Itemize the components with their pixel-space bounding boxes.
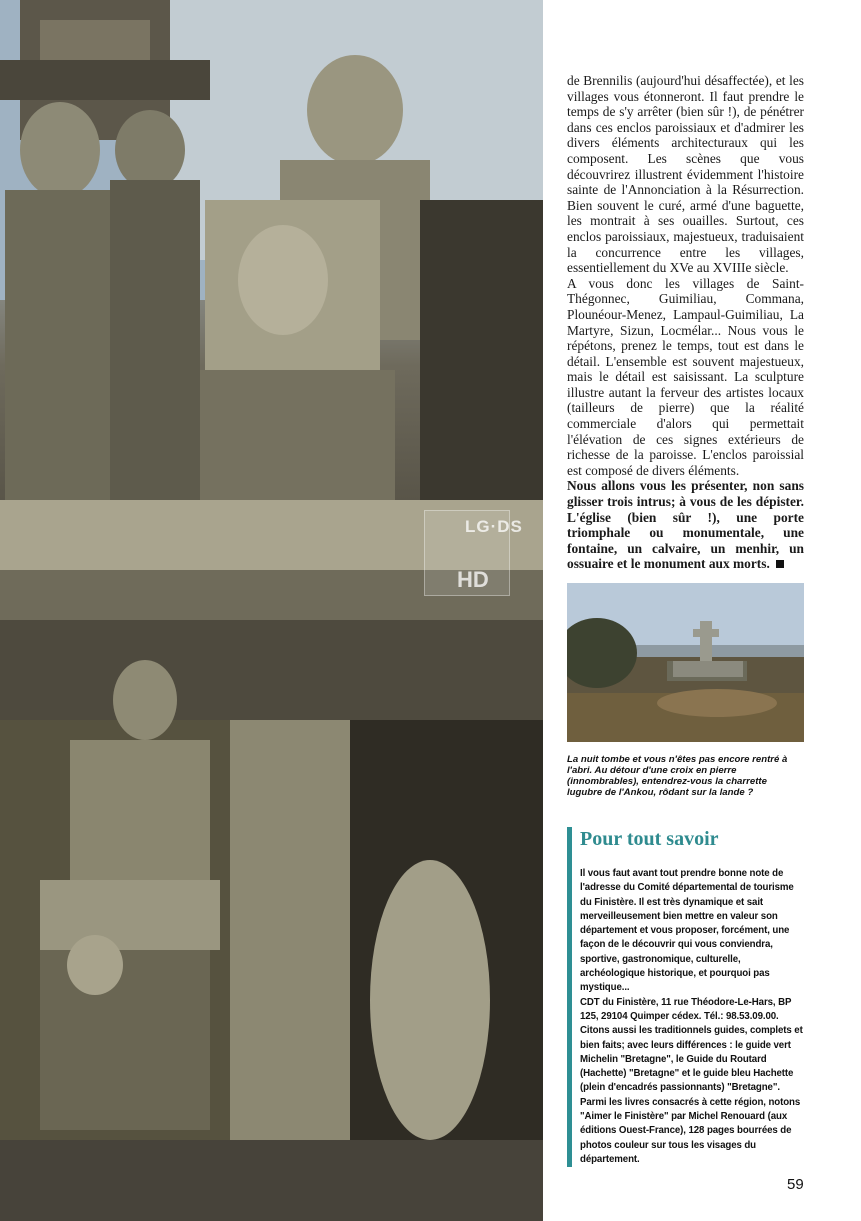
info-box-title: Pour tout savoir	[580, 828, 719, 850]
info-box	[567, 827, 807, 1167]
watermark-top-text: LG·DS	[465, 517, 523, 536]
article-paragraph-1: de Brennilis (aujourd'hui désaffectée), et les villages vous étonneront. Il faut prendre le temps de s'y arrêter (bien sûr !), de pénétrer dans ces enclos paroissiaux et d'admirer les divers éléments architecturaux qui les composent. Les scènes que vous découvrirez illustrent évidemment l'histoire sainte de l'Annonciation à la Résurrection. Bien souvent le curé, armé d'une baguette, les montrait à ses ouailles. Surtout, ces enclos paroissiaux, majestueux, traduisaient la concurrence entre les villages, essentiellement du XVe au XVIIIe siècle.	[567, 73, 804, 276]
stone-cross-photo	[567, 583, 804, 742]
article-text	[567, 73, 804, 572]
end-of-article-square-icon	[776, 560, 784, 568]
info-paragraph: CDT du Finistère, 11 rue Théodore-Le-Hars, BP 125, 29104 Quimper cédex. Tél.: 98.53.09.00.	[580, 996, 792, 1022]
article-paragraph-3-text: Nous allons vous les présenter, non sans glisser trois intrus; à vous de les dépister. L'église (bien sûr !), une porte triomphale ou monumentale, une fontaine, un calvaire, un menhir, un ossuaire et le monument aux morts.	[567, 478, 804, 572]
info-paragraph: Il vous faut avant tout prendre bonne note de l'adresse du Comité départemental de tourisme du Finistère. Il est très dynamique et sait merveilleusement bien mettre en valeur son département et vous proposer, forcément, une façon de le découvrir qui vous conviendra, sportive, gastronomique, culturelle, archéologique historique, et pourquoi pas mystique...	[580, 868, 794, 994]
stone-cross-illustration	[567, 583, 804, 742]
watermark-logo	[424, 510, 523, 596]
page-number: 59	[787, 1176, 804, 1193]
article-paragraph-2: A vous donc les villages de Saint-Thégonnec, Guimiliau, Commana, Plounéour-Menez, Lampaul-Guimiliau, La Martyre, Sizun, Locmélar... Nous vous le répétons, prenez le temps, tout est dans le détail. L'ensemble est souvent majestueux, mais le détail est saisissant. La sculpture illustre autant la ferveur des artistes locaux (tailleurs de pierre) que la réalité commerciale d'alors qui permettait l'élévation de ces signes extérieurs de richesse de la paroisse. L'enclos paroissial est composé de divers éléments.	[567, 275, 804, 478]
info-paragraph: Parmi les livres consacrés à cette région, notons "Aimer le Finistère" par Michel Renouard (aux éditions Ouest-France), 128 pages bourrées de photos couleur sur tous les visages du département.	[580, 1096, 801, 1165]
info-paragraph: Citons aussi les traditionnels guides, complets et bien faits; avec leurs différences : le guide vert Michelin "Bretagne", le Guide du Routard (Hachette) "Bretagne" et le guide bleu Hachette (plein d'encadrés passionnants) "Bretagne".	[580, 1025, 803, 1094]
info-box-text	[580, 867, 807, 1167]
watermark-bottom-text: HD	[457, 567, 489, 592]
photo-caption: La nuit tombe et vous n'êtes pas encore rentré à l'abri. Au détour d'une croix en pierre (innombrables), entendrez-vous la charrette lugubre de l'Ankou, rôdant sur la lande ?	[567, 754, 788, 798]
article-paragraph-3	[567, 478, 804, 572]
